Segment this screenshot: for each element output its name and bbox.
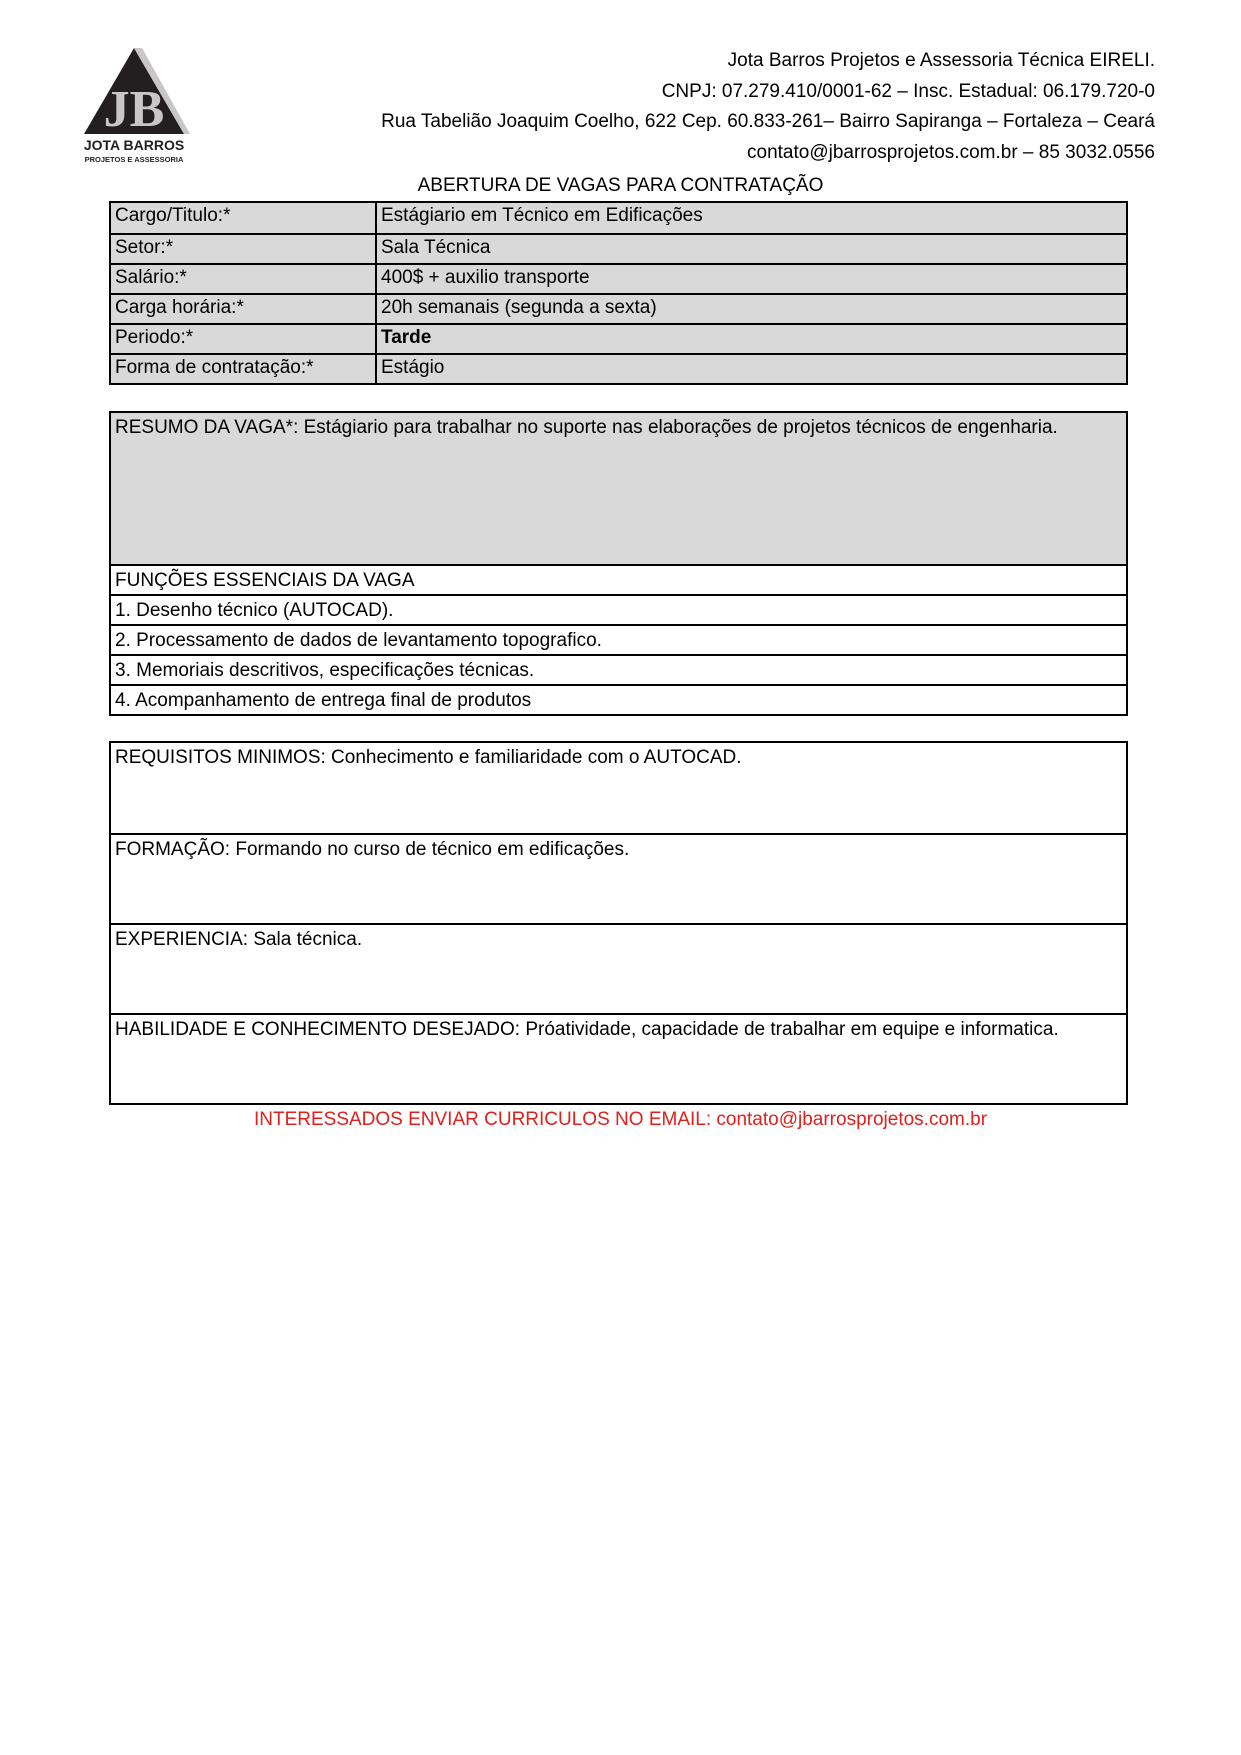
field-value: Tarde bbox=[381, 327, 432, 348]
field-row bbox=[111, 353, 1126, 383]
field-row bbox=[111, 233, 1126, 263]
desired-skills: HABILIDADE E CONHECIMENTO DESEJADO: Próatividade, capacidade de trabalhar em equipe e informatica. bbox=[115, 1019, 1059, 1040]
field-value: Sala Técnica bbox=[381, 237, 491, 258]
company-name: Jota Barros Projetos e Assessoria Técnica EIRELI. bbox=[727, 50, 1155, 71]
function-item: 3. Memoriais descritivos, especificações técnicas. bbox=[111, 654, 1126, 684]
function-item: 4. Acompanhamento de entrega final de produtos bbox=[111, 684, 1126, 714]
jota-barros-logo-icon bbox=[76, 46, 192, 164]
field-row bbox=[111, 293, 1126, 323]
field-label: Setor:* bbox=[111, 235, 377, 263]
field-label: Carga horária:* bbox=[111, 295, 377, 323]
field-row bbox=[111, 263, 1126, 293]
document-title: ABERTURA DE VAGAS PARA CONTRATAÇÃO bbox=[417, 175, 824, 196]
company-logo bbox=[76, 46, 192, 164]
field-row bbox=[111, 203, 1126, 233]
function-item: 2. Processamento de dados de levantamento topografico. bbox=[111, 624, 1126, 654]
field-label: Periodo:* bbox=[111, 325, 377, 353]
job-summary: RESUMO DA VAGA*: Estágiario para trabalhar no suporte nas elaborações de projetos técnicos de engenharia. bbox=[115, 417, 1058, 438]
svg-text:JOTA BARROS: JOTA BARROS bbox=[83, 137, 185, 153]
field-value: 400$ + auxilio transporte bbox=[381, 267, 590, 288]
summary-functions-table bbox=[109, 411, 1128, 716]
requirement-row bbox=[111, 1013, 1126, 1103]
company-address: Rua Tabelião Joaquim Coelho, 622 Cep. 60.833-261– Bairro Sapiranga – Fortaleza – Ceará bbox=[381, 111, 1155, 132]
company-contact: contato@jbarrosprojetos.com.br – 85 3032.0556 bbox=[747, 141, 1155, 163]
minimum-requirements: REQUISITOS MINIMOS: Conhecimento e familiaridade com o AUTOCAD. bbox=[115, 747, 742, 768]
field-label: Salário:* bbox=[111, 265, 377, 293]
requirement-row bbox=[111, 923, 1126, 1013]
field-label: Forma de contratação:* bbox=[111, 355, 377, 383]
field-row bbox=[111, 323, 1126, 353]
job-fields-table bbox=[109, 201, 1128, 385]
field-value: Estágiario em Técnico em Edificações bbox=[381, 205, 703, 226]
function-item: 1. Desenho técnico (AUTOCAD). bbox=[111, 594, 1126, 624]
application-instructions: INTERESSADOS ENVIAR CURRICULOS NO EMAIL: contato@jbarrosprojetos.com.br bbox=[253, 1109, 988, 1130]
company-header bbox=[381, 46, 1155, 168]
svg-text:PROJETOS E ASSESSORIA: PROJETOS E ASSESSORIA bbox=[84, 155, 184, 164]
summary-row bbox=[111, 413, 1126, 564]
experience: EXPERIENCIA: Sala técnica. bbox=[115, 929, 363, 950]
field-label: Cargo/Titulo:* bbox=[111, 203, 377, 233]
company-registration: CNPJ: 07.279.410/0001-62 – Insc. Estadual: 06.179.720-0 bbox=[661, 80, 1155, 102]
functions-heading-row bbox=[111, 564, 1126, 594]
requirement-row bbox=[111, 833, 1126, 923]
requirements-table bbox=[109, 741, 1128, 1105]
requirement-row bbox=[111, 743, 1126, 833]
education: FORMAÇÃO: Formando no curso de técnico em edificações. bbox=[115, 839, 630, 860]
svg-text:JB: JB bbox=[103, 81, 165, 138]
field-value: 20h semanais (segunda a sexta) bbox=[381, 297, 657, 318]
field-value: Estágio bbox=[381, 357, 445, 378]
functions-heading: FUNÇÕES ESSENCIAIS DA VAGA bbox=[115, 570, 415, 591]
